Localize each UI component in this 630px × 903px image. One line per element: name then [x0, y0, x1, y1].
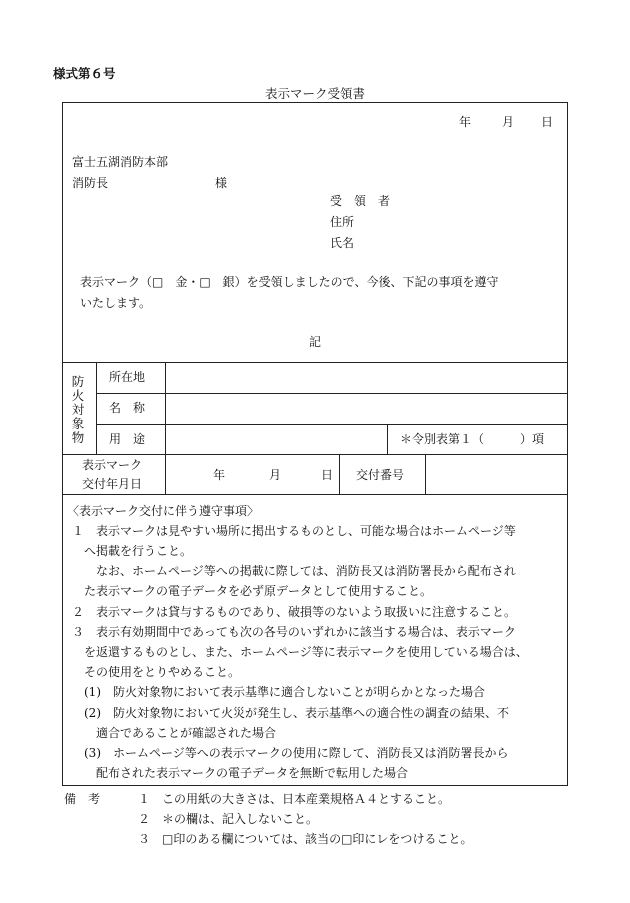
address-label: 住所 — [330, 215, 355, 229]
compliance-line: (3) ホームページ等への表示マークの使用に際して、消防長又は消防署長から — [84, 746, 509, 760]
compliance-line: を返還するものとし、また、ホームページ等に表示マークを使用している場合は、 — [84, 645, 528, 659]
form-number: 様式第６号 — [53, 66, 116, 81]
note-text: □印のある欄については、該当の□印にレをつけること。 — [162, 832, 473, 846]
use-table-note: ＊令別表第１（ ）項 — [400, 432, 545, 446]
building-side-label: 防火対象物 — [71, 374, 85, 445]
note-number: ２ — [138, 812, 151, 826]
note-text: ＊の欄は、記入しないこと。 — [162, 812, 319, 826]
location-label: 所在地 — [109, 370, 146, 384]
recipient-title: 消防長 — [72, 176, 109, 190]
date-month-label: 月 — [502, 115, 515, 129]
issue-year-label: 年 — [213, 468, 226, 482]
compliance-line: ２ 表示マークは貸与するものであり、破損等のないよう取扱いに注意すること。 — [72, 605, 517, 619]
issue-month-label: 月 — [269, 468, 282, 482]
notes-label: 備 考 — [64, 792, 101, 806]
compliance-line: なお、ホームページ等への掲載に際しては、消防長又は消防署長から配布され — [96, 564, 516, 578]
compliance-line: た表示マークの電子データを必ず原データとして使用すること。 — [84, 584, 433, 598]
use-label: 用 途 — [109, 432, 146, 446]
compliance-line: (2) 防火対象物において火災が発生し、表示基準への適合性の調査の結果、不 — [84, 706, 510, 720]
name-label: 氏名 — [330, 236, 355, 250]
document-title: 表示マーク受領書 — [264, 86, 365, 101]
statement-line-2: いたします。 — [80, 296, 152, 310]
note-text: この用紙の大きさは、日本産業規格Ａ４とすること。 — [162, 792, 451, 806]
issue-label-1: 表示マーク — [82, 458, 143, 472]
compliance-line: 配布された表示マークの電子データを無断で転用した場合 — [96, 766, 409, 780]
issue-day-label: 日 — [321, 468, 334, 482]
issue-label-2: 交付年月日 — [82, 477, 143, 491]
compliance-line: その使用をとりやめること。 — [84, 665, 241, 679]
issue-number-label: 交付番号 — [356, 468, 405, 482]
compliance-line: へ掲載を行うこと。 — [84, 544, 193, 558]
honorific: 様 — [215, 176, 228, 190]
ki-label: 記 — [309, 335, 322, 349]
compliance-line: (1) 防火対象物において表示基準に適合しないことが明らかとなった場合 — [84, 685, 486, 699]
building-name-label: 名 称 — [109, 401, 146, 415]
compliance-line: ３ 表示有効期間中であっても次の各号のいずれかに該当する場合は、表示マーク — [72, 625, 516, 639]
compliance-line: 適合であることが確認された場合 — [96, 726, 277, 740]
note-number: ３ — [138, 832, 151, 846]
compliance-line: １ 表示マークは見やすい場所に掲出するものとし、可能な場合はホームページ等 — [72, 524, 516, 538]
note-number: １ — [138, 792, 151, 806]
compliance-heading: 〈表示マーク交付に伴う遵守事項〉 — [67, 504, 260, 518]
date-year-label: 年 — [459, 115, 472, 129]
date-day-label: 日 — [541, 115, 554, 129]
receiver-label: 受 領 者 — [330, 194, 391, 208]
statement-line-1: 表示マーク（□ 金・□ 銀）を受領しましたので、今後、下記の事項を遵守 — [80, 275, 499, 289]
recipient-org: 富士五湖消防本部 — [72, 155, 169, 169]
